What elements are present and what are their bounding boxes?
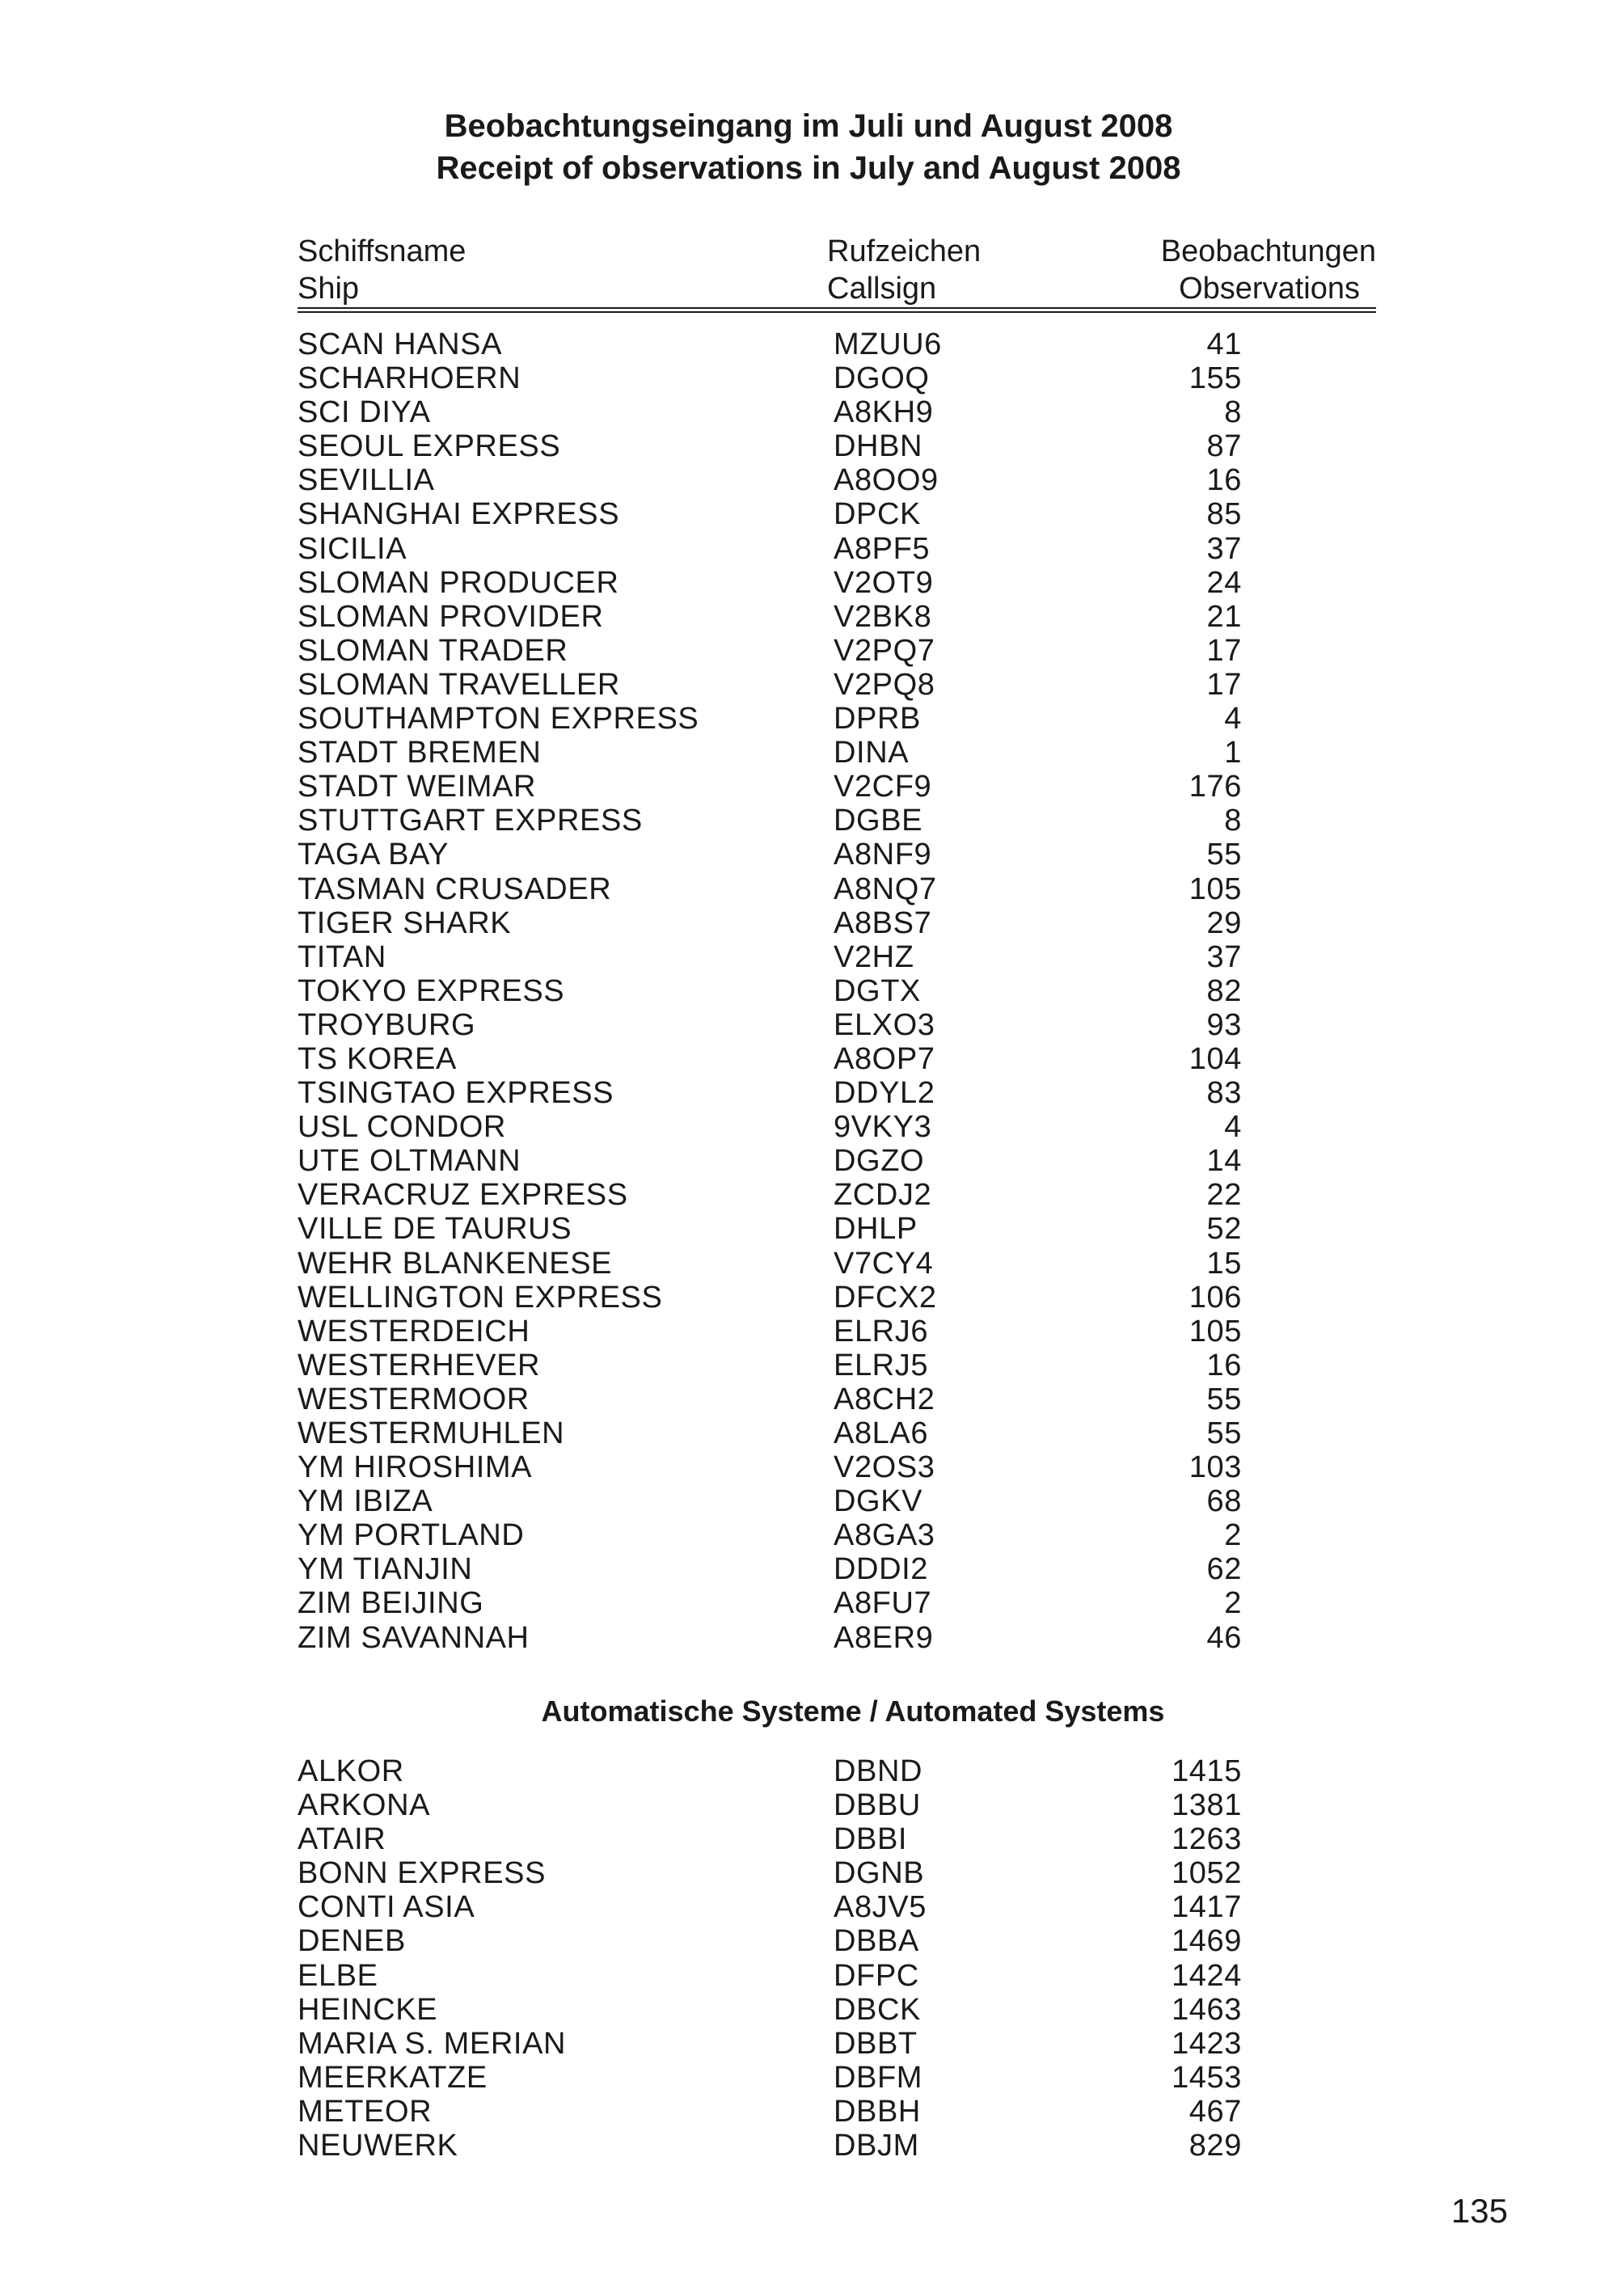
table-row [298, 1621, 1268, 1655]
ship-name-cell: WESTERHEVER [298, 1348, 541, 1382]
observations-cell: 467 [1188, 2094, 1242, 2129]
observations-cell: 21 [1206, 599, 1242, 634]
observations-cell: 17 [1206, 667, 1242, 702]
table-row [298, 634, 1268, 668]
table-row [298, 2027, 1268, 2061]
callsign-cell: A8FU7 [834, 1586, 932, 1621]
table-row [298, 906, 1268, 940]
column-header-name-de: Schiffsname [298, 234, 467, 268]
observations-cell: 1453 [1172, 2060, 1242, 2095]
table-row [298, 2129, 1268, 2163]
table-row [298, 327, 1268, 361]
ship-name-cell: STADT WEIMAR [298, 770, 537, 804]
callsign-cell: ELXO3 [834, 1007, 935, 1042]
table-row [298, 872, 1268, 906]
observations-cell: 87 [1206, 429, 1242, 464]
observations-cell: 16 [1206, 1348, 1242, 1382]
callsign-cell: V2PQ8 [834, 667, 935, 702]
ship-name-cell: METEOR [298, 2094, 433, 2129]
table-row [298, 1416, 1268, 1450]
page-title-german: Beobachtungseingang im Juli und August 2008 [444, 108, 1173, 144]
table-row [298, 600, 1268, 634]
callsign-cell: A8NF9 [834, 838, 932, 872]
observations-cell: 2 [1224, 1586, 1242, 1621]
table-row [298, 2061, 1268, 2095]
observations-cell: 1381 [1172, 1788, 1242, 1823]
callsign-cell: V2OT9 [834, 565, 934, 600]
callsign-cell: V2HZ [834, 939, 914, 974]
table-row [298, 1450, 1268, 1484]
ship-name-cell: YM HIROSHIMA [298, 1450, 533, 1485]
observations-cell: 68 [1206, 1484, 1242, 1519]
ship-name-cell: SLOMAN PRODUCER [298, 565, 619, 600]
observations-cell: 1463 [1172, 1992, 1242, 2027]
callsign-cell: DBFM [834, 2060, 923, 2095]
table-row [298, 463, 1268, 497]
ship-name-cell: YM IBIZA [298, 1484, 433, 1519]
observations-cell: 1469 [1172, 1924, 1242, 1959]
column-header-name-en: Ship [298, 272, 360, 306]
table-row [298, 566, 1268, 600]
callsign-cell: V2PQ7 [834, 633, 935, 668]
observations-cell: 24 [1206, 565, 1242, 600]
table-row [298, 1924, 1268, 1958]
table-row [298, 940, 1268, 974]
ship-name-cell: ELBE [298, 1958, 378, 1993]
ship-name-cell: SLOMAN TRAVELLER [298, 667, 620, 702]
callsign-cell: A8KH9 [834, 395, 934, 430]
observations-cell: 1415 [1172, 1754, 1242, 1788]
callsign-cell: A8GA3 [834, 1518, 935, 1553]
table-row [298, 668, 1268, 702]
ship-name-cell: TAGA BAY [298, 838, 450, 872]
observations-cell: 105 [1188, 1314, 1242, 1348]
page-title-english: Receipt of observations in July and August 2008 [436, 150, 1181, 186]
ship-name-cell: SICILIA [298, 531, 407, 566]
observations-cell: 55 [1206, 1382, 1242, 1416]
ship-name-cell: DENEB [298, 1924, 406, 1959]
observations-cell: 15 [1206, 1246, 1242, 1281]
observations-cell: 4 [1224, 702, 1242, 736]
observations-cell: 16 [1206, 463, 1242, 498]
observations-cell: 8 [1224, 804, 1242, 838]
table-row [298, 2095, 1268, 2129]
observations-cell: 29 [1206, 905, 1242, 940]
ship-name-cell: NEUWERK [298, 2129, 458, 2163]
table-row [298, 1076, 1268, 1110]
callsign-cell: DBBA [834, 1924, 919, 1959]
table-row [298, 1348, 1268, 1382]
callsign-cell: DHLP [834, 1212, 918, 1247]
ship-name-cell: UTE OLTMANN [298, 1144, 521, 1179]
callsign-cell: ZCDJ2 [834, 1178, 932, 1213]
table-row [298, 974, 1268, 1008]
callsign-cell: A8OP7 [834, 1041, 935, 1076]
automated-systems-title: Automatische Systeme / Automated Systems [541, 1695, 1165, 1728]
callsign-cell: DGOQ [834, 361, 930, 396]
table-row [298, 1110, 1268, 1144]
callsign-cell: MZUU6 [834, 327, 942, 361]
observations-cell: 14 [1206, 1144, 1242, 1179]
observations-cell: 829 [1188, 2129, 1242, 2163]
observations-cell: 1 [1224, 736, 1242, 770]
observations-cell: 55 [1206, 838, 1242, 872]
table-row [298, 395, 1268, 429]
ship-name-cell: BONN EXPRESS [298, 1856, 547, 1891]
callsign-cell: DFPC [834, 1958, 919, 1993]
ship-name-cell: TOKYO EXPRESS [298, 973, 565, 1008]
table-row [298, 1484, 1268, 1518]
table-row [298, 1518, 1268, 1552]
table-row [298, 1212, 1268, 1246]
observations-cell: 52 [1206, 1212, 1242, 1247]
ship-name-cell: TASMAN CRUSADER [298, 872, 612, 906]
ship-name-cell: VERACRUZ EXPRESS [298, 1178, 628, 1213]
ship-name-cell: ARKONA [298, 1788, 431, 1823]
ship-name-cell: HEINCKE [298, 1992, 438, 2027]
table-row [298, 1959, 1268, 1993]
ship-name-cell: TITAN [298, 939, 386, 974]
callsign-cell: DPCK [834, 497, 921, 532]
observations-cell: 83 [1206, 1076, 1242, 1111]
table-row [298, 1552, 1268, 1586]
callsign-cell: DFCX2 [834, 1280, 937, 1315]
callsign-cell: DBBT [834, 2026, 918, 2061]
table-row [298, 532, 1268, 566]
callsign-cell: A8NQ7 [834, 872, 937, 906]
column-header-observations-en: Observations [1179, 272, 1360, 306]
column-header-callsign-de: Rufzeichen [827, 234, 982, 268]
table-row [298, 1008, 1268, 1042]
ship-name-cell: ALKOR [298, 1754, 404, 1788]
ship-name-cell: YM PORTLAND [298, 1518, 525, 1553]
observations-cell: 82 [1206, 973, 1242, 1008]
table-row [298, 804, 1268, 838]
ship-name-cell: SLOMAN PROVIDER [298, 599, 604, 634]
callsign-cell: A8JV5 [834, 1890, 927, 1925]
table-row [298, 1281, 1268, 1315]
header-rule-top [298, 307, 1376, 309]
callsign-cell: A8LA6 [834, 1416, 929, 1450]
callsign-cell: DDYL2 [834, 1076, 935, 1111]
callsign-cell: DDDI2 [834, 1552, 929, 1587]
observations-cell: 104 [1188, 1041, 1242, 1076]
observations-cell: 1263 [1172, 1822, 1242, 1857]
ship-name-cell: SLOMAN TRADER [298, 633, 568, 668]
table-row [298, 1315, 1268, 1348]
observations-cell: 46 [1206, 1620, 1242, 1655]
ship-name-cell: SEVILLIA [298, 463, 435, 498]
ship-name-cell: SCHARHOERN [298, 361, 521, 396]
ship-name-cell: ZIM SAVANNAH [298, 1620, 530, 1655]
callsign-cell: DGNB [834, 1856, 925, 1891]
callsign-cell: DGBE [834, 804, 923, 838]
ship-name-cell: WESTERMOOR [298, 1382, 530, 1416]
callsign-cell: DGKV [834, 1484, 923, 1519]
callsign-cell: V2BK8 [834, 599, 932, 634]
ship-name-cell: ZIM BEIJING [298, 1586, 484, 1621]
column-header-callsign-en: Callsign [827, 272, 937, 306]
ship-name-cell: TIGER SHARK [298, 905, 512, 940]
table-row [298, 1856, 1268, 1890]
ship-name-cell: TS KOREA [298, 1041, 457, 1076]
table-row [298, 770, 1268, 804]
page-number: 135 [1450, 2192, 1508, 2230]
observations-cell: 37 [1206, 531, 1242, 566]
callsign-cell: A8ER9 [834, 1620, 934, 1655]
table-row [298, 1178, 1268, 1212]
callsign-cell: DBND [834, 1754, 923, 1788]
callsign-cell: DBBI [834, 1822, 908, 1857]
ship-name-cell: SOUTHAMPTON EXPRESS [298, 702, 699, 736]
observations-cell: 4 [1224, 1110, 1242, 1145]
callsign-cell: DHBN [834, 429, 923, 464]
ship-name-cell: USL CONDOR [298, 1110, 506, 1145]
observations-cell: 55 [1206, 1416, 1242, 1450]
observations-cell: 1423 [1172, 2026, 1242, 2061]
ship-name-cell: STUTTGART EXPRESS [298, 804, 643, 838]
table-row [298, 736, 1268, 770]
callsign-cell: DGZO [834, 1144, 925, 1179]
observations-cell: 62 [1206, 1552, 1242, 1587]
ship-name-cell: ATAIR [298, 1822, 386, 1857]
ship-name-cell: WESTERDEICH [298, 1314, 530, 1348]
table-row [298, 1754, 1268, 1788]
callsign-cell: V2OS3 [834, 1450, 935, 1485]
observations-cell: 1424 [1172, 1958, 1242, 1993]
ship-name-cell: VILLE DE TAURUS [298, 1212, 572, 1247]
table-row [298, 1822, 1268, 1856]
ship-name-cell: TSINGTAO EXPRESS [298, 1076, 614, 1111]
callsign-cell: DBJM [834, 2129, 919, 2163]
table-row [298, 497, 1268, 531]
observations-cell: 17 [1206, 633, 1242, 668]
table-row [298, 1890, 1268, 1924]
callsign-cell: DBBU [834, 1788, 921, 1823]
ship-name-cell: TROYBURG [298, 1007, 476, 1042]
ship-name-cell: CONTI ASIA [298, 1890, 475, 1925]
callsign-cell: DINA [834, 736, 910, 770]
ship-name-cell: SCI DIYA [298, 395, 431, 430]
ship-name-cell: SHANGHAI EXPRESS [298, 497, 620, 532]
ship-name-cell: YM TIANJIN [298, 1552, 473, 1587]
callsign-cell: DBBH [834, 2094, 921, 2129]
table-row [298, 838, 1268, 872]
callsign-cell: A8CH2 [834, 1382, 935, 1416]
table-row [298, 702, 1268, 736]
ship-name-cell: WESTERMUHLEN [298, 1416, 565, 1450]
observations-cell: 8 [1224, 395, 1242, 430]
callsign-cell: DBCK [834, 1992, 921, 2027]
ship-name-cell: MEERKATZE [298, 2060, 488, 2095]
table-row [298, 1993, 1268, 2027]
observations-cell: 106 [1188, 1280, 1242, 1315]
observations-cell: 1052 [1172, 1856, 1242, 1891]
ship-name-cell: WEHR BLANKENESE [298, 1246, 613, 1281]
callsign-cell: A8OO9 [834, 463, 939, 498]
observations-cell: 85 [1206, 497, 1242, 532]
callsign-cell: A8BS7 [834, 905, 932, 940]
callsign-cell: 9VKY3 [834, 1110, 932, 1145]
observations-cell: 41 [1206, 327, 1242, 361]
table-row [298, 429, 1268, 463]
table-row [298, 1586, 1268, 1620]
header-rule-bottom [298, 311, 1376, 313]
observations-cell: 93 [1206, 1007, 1242, 1042]
callsign-cell: DPRB [834, 702, 921, 736]
ship-name-cell: WELLINGTON EXPRESS [298, 1280, 663, 1315]
observations-cell: 103 [1188, 1450, 1242, 1485]
observations-cell: 105 [1188, 872, 1242, 906]
table-row [298, 361, 1268, 395]
table-row [298, 1788, 1268, 1822]
ship-name-cell: STADT BREMEN [298, 736, 542, 770]
callsign-cell: V7CY4 [834, 1246, 934, 1281]
table-row [298, 1144, 1268, 1178]
ship-name-cell: MARIA S. MERIAN [298, 2026, 567, 2061]
table-row [298, 1247, 1268, 1281]
table-row [298, 1042, 1268, 1076]
observations-cell: 155 [1188, 361, 1242, 396]
callsign-cell: ELRJ6 [834, 1314, 929, 1348]
observations-cell: 1417 [1172, 1890, 1242, 1925]
automated-systems-table [298, 1754, 1268, 2163]
callsign-cell: DGTX [834, 973, 921, 1008]
ships-table [298, 327, 1268, 1655]
table-row [298, 1382, 1268, 1416]
observations-cell: 37 [1206, 939, 1242, 974]
callsign-cell: V2CF9 [834, 770, 932, 804]
callsign-cell: A8PF5 [834, 531, 931, 566]
callsign-cell: ELRJ5 [834, 1348, 929, 1382]
observations-cell: 2 [1224, 1518, 1242, 1553]
observations-cell: 22 [1206, 1178, 1242, 1213]
observations-cell: 176 [1188, 770, 1242, 804]
column-header-observations-de: Beobachtungen [1160, 234, 1376, 268]
ship-name-cell: SEOUL EXPRESS [298, 429, 561, 464]
ship-name-cell: SCAN HANSA [298, 327, 503, 361]
